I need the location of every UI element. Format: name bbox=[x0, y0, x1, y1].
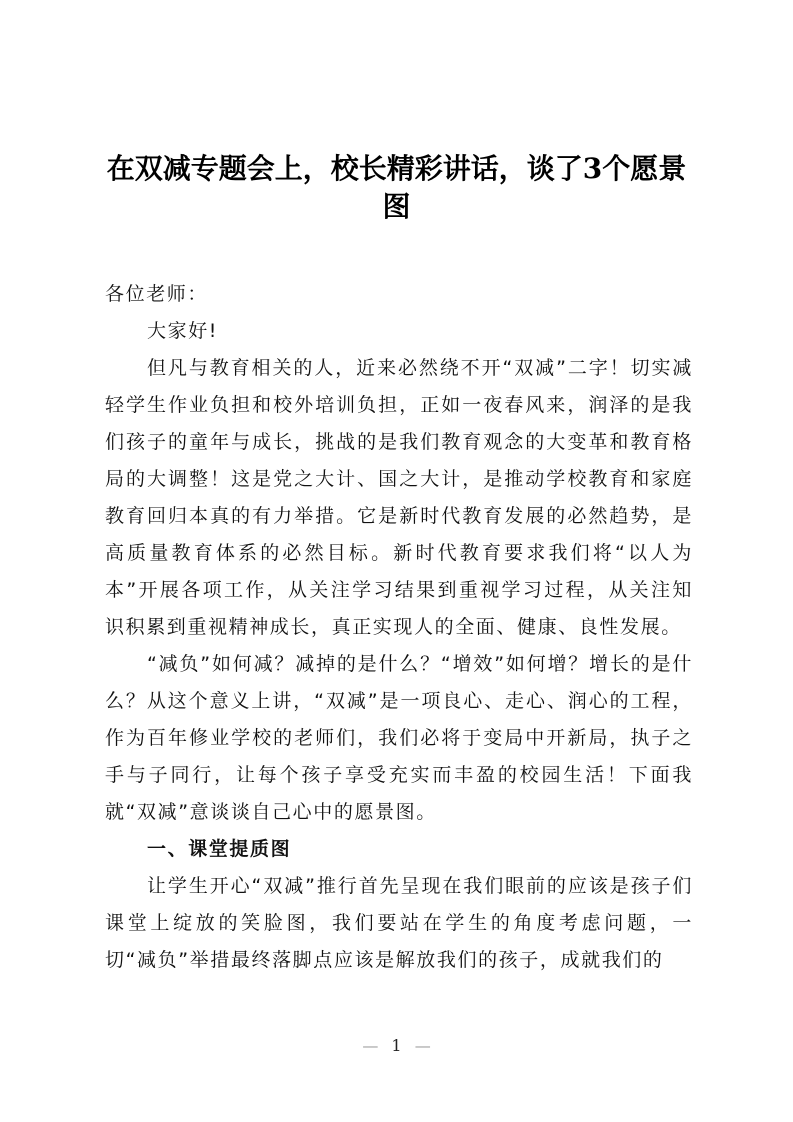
page-number: 1 bbox=[391, 1036, 402, 1055]
footer-dash-left: — bbox=[362, 1036, 379, 1055]
salutation: 各位老师： bbox=[105, 283, 209, 305]
paragraph-2: “减负”如何减？减掉的是什么？“增效”如何增？增长的是什么？从这个意义上讲，“双减”是一项良心、走心、润心的工程，作为百年修业学校的老师们，我们必将于变局中开新局，执子之手与子同行，让每个孩子享受充实而丰盈的校园生活！下面我就“双减”意谈谈自己心中的愿景图。 bbox=[105, 653, 693, 823]
document-title: 在双减专题会上，校长精彩讲话，谈了3个愿景图 bbox=[106, 152, 687, 223]
paragraph-1: 但凡与教育相关的人，近来必然绕不开“双减”二字！切实减轻学生作业负担和校外培训负担，正如一夜春风来，润泽的是我们孩子的童年与成长，挑战的是我们教育观念的大变革和教育格局的大调整！这是党之大计、国之大计，是推动学校教育和家庭教育回归本真的有力举措。它是新时代教育发展的必然趋势，是高质量教育体系的必然目标。新时代教育要求我们将“以人为本”开展各项工作，从关注学习结果到重视学习过程，从关注知识积累到重视精神成长，真正实现人的全面、健康、良性发展。 bbox=[105, 357, 693, 638]
section-heading: 一、课堂提质图 bbox=[147, 838, 292, 860]
section-paragraph: 让学生开心“双减”推行首先呈现在我们眼前的应该是孩子们课堂上绽放的笑脸图，我们要站在学生的角度考虑问题，一切“减负”举措最终落脚点应该是解放我们的孩子，成就我们的 bbox=[105, 875, 693, 971]
greeting: 大家好! bbox=[147, 320, 219, 342]
footer-dash-right: — bbox=[414, 1036, 431, 1055]
document-body bbox=[105, 276, 693, 979]
page-footer bbox=[0, 1036, 793, 1055]
